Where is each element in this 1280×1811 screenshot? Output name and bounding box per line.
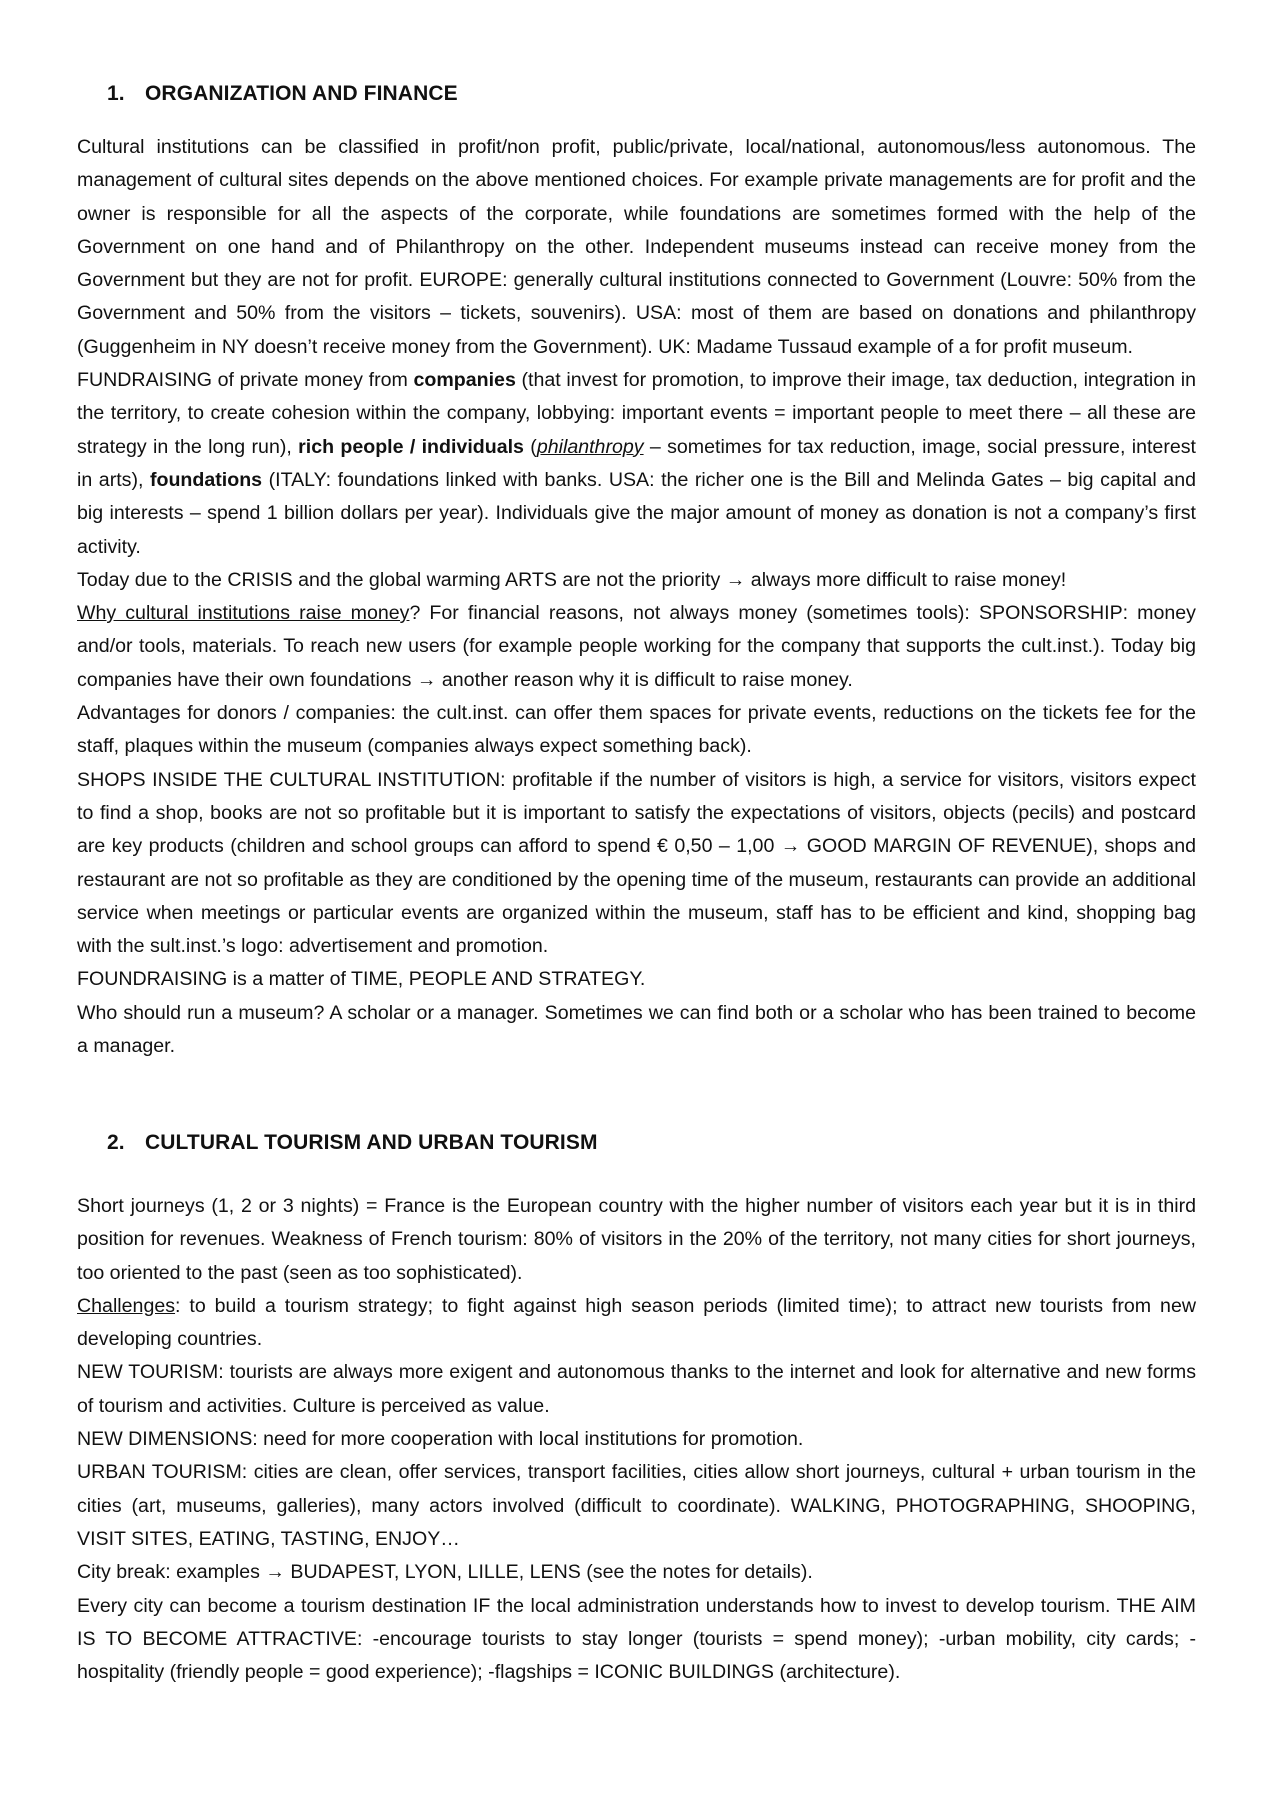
term-rich-people: rich people / individuals (298, 435, 524, 458)
term-companies: companies (413, 369, 516, 392)
paragraph-short-journeys: Short journeys (1, 2 or 3 nights) = France is the European country with the higher number of visitors each year but it is in third position for revenues. Weakness of French tourism: 80% of visitors in the 20% of the territory, not many cities for short journeys, too oriented to the past (seen as too sophisticated). (77, 1195, 1196, 1284)
term-philanthropy: philanthropy (536, 435, 644, 458)
paragraph-urban-tourism: URBAN TOURISM: cities are clean, offer services, transport facilities, cities allow short journeys, cultural + urban tourism in the cities (art, museums, galleries), many actors involved (difficult to coordinate). WALKING, PHOTOGRAPHING, SHOOPING, VISIT SITES, EATING, TASTING, ENJOY… (77, 1461, 1196, 1550)
paragraph-why-raise-money: Why cultural institutions raise money? For financial reasons, not always money (sometimes tools): SPONSORSHIP: money and/or tools, materials. To reach new users (for example people working for the company that supports the cult.inst.). Today big companies have their own foundations → another reason why it is difficult to raise money. (77, 602, 1196, 691)
section-2-title: CULTURAL TOURISM AND URBAN TOURISM (145, 1131, 598, 1154)
paragraph-new-dimensions: NEW DIMENSIONS: need for more cooperation with local institutions for promotion. (77, 1428, 804, 1451)
underlined-question: Why cultural institutions raise money (77, 602, 410, 625)
paragraph-who-runs-museum: Who should run a museum? A scholar or a manager. Sometimes we can find both or a scholar who has been trained to become a manager. (77, 1001, 1196, 1058)
paragraph-advantages: Advantages for donors / companies: the cult.inst. can offer them spaces for private events, reductions on the tickets fee for the staff, plaques within the museum (companies always expect something back). (77, 702, 1196, 758)
paragraph-crisis: Today due to the CRISIS and the global warming ARTS are not the priority → always more difficult to raise money! (77, 568, 1067, 591)
paragraph-new-tourism: NEW TOURISM: tourists are always more exigent and autonomous thanks to the internet and look for alternative and new forms of tourism and activities. Culture is perceived as value. (77, 1361, 1196, 1417)
underlined-challenges: Challenges (77, 1294, 176, 1317)
section-1-number: 1. (107, 82, 125, 105)
section-1-heading (107, 82, 458, 106)
section-2-heading (107, 1131, 598, 1155)
section-1-title: ORGANIZATION AND FINANCE (145, 82, 458, 105)
section-1-body (77, 131, 1196, 1063)
section-2-number: 2. (107, 1131, 125, 1154)
paragraph-city-break: City break: examples → BUDAPEST, LYON, LILLE, LENS (see the notes for details). (77, 1561, 813, 1584)
paragraph-shops: SHOPS INSIDE THE CULTURAL INSTITUTION: profitable if the number of visitors is high, a service for visitors, visitors expect to find a shop, books are not so profitable but it is important to satisfy the expectations of visitors, objects (pecils) and postcard are key products (children and school groups can afford to spend € 0,50 – 1,00 → GOOD MARGIN OF REVENUE), shops and restaurant are not so profitable as they are conditioned by the opening time of the museum, restaurants can provide an additional service when meetings or particular events are organized within the museum, staff has to be efficient and kind, shopping bag with the sult.inst.’s logo: advertisement and promotion. (77, 768, 1196, 958)
section-2-body (77, 1190, 1196, 1689)
paragraph-classification: Cultural institutions can be classified in profit/non profit, public/private, local/national, autonomous/less autonomous. The management of cultural sites depends on the above mentioned choices. For example private managements are for profit and the owner is responsible for all the aspects of the corporate, while foundations are sometimes formed with the help of the Government on one hand and of Philanthropy on the other. Independent museums instead can receive money from the Government but they are not for profit. EUROPE: generally cultural institutions connected to Government (Louvre: 50% from the Government and 50% from the visitors – tickets, souvenirs). USA: most of them are based on donations and philanthropy (Guggenheim in NY doesn’t receive money from the Government). UK: Madame Tussaud example of a for profit museum. (77, 136, 1196, 358)
paragraph-fundraising: FUNDRAISING of private money from companies (that invest for promotion, to improve their image, tax deduction, integration in the territory, to create cohesion within the company, lobbying: important events = important people to meet there – all these are strategy in the long run), rich people / individuals (philanthropy – sometimes for tax reduction, image, social pressure, interest in arts), foundations (ITALY: foundations linked with banks. USA: the richer one is the Bill and Melinda Gates – big capital and big interests – spend 1 billion dollars per year). Individuals give the major amount of money as donation is not a company’s first activity. (77, 369, 1196, 558)
paragraph-every-city: Every city can become a tourism destination IF the local administration understands how to invest to develop tourism. THE AIM IS TO BECOME ATTRACTIVE: -encourage tourists to stay longer (tourists = spend money); -urban mobility, city cards; -hospitality (friendly people = good experience); -flagships = ICONIC BUILDINGS (architecture). (77, 1594, 1196, 1684)
paragraph-time-people-strategy: FOUNDRAISING is a matter of TIME, PEOPLE AND STRATEGY. (77, 968, 646, 991)
term-foundations: foundations (149, 468, 263, 491)
paragraph-challenges: Challenges: to build a tourism strategy; to fight against high season periods (limited time); to attract new tourists from new developing countries. (77, 1294, 1196, 1351)
